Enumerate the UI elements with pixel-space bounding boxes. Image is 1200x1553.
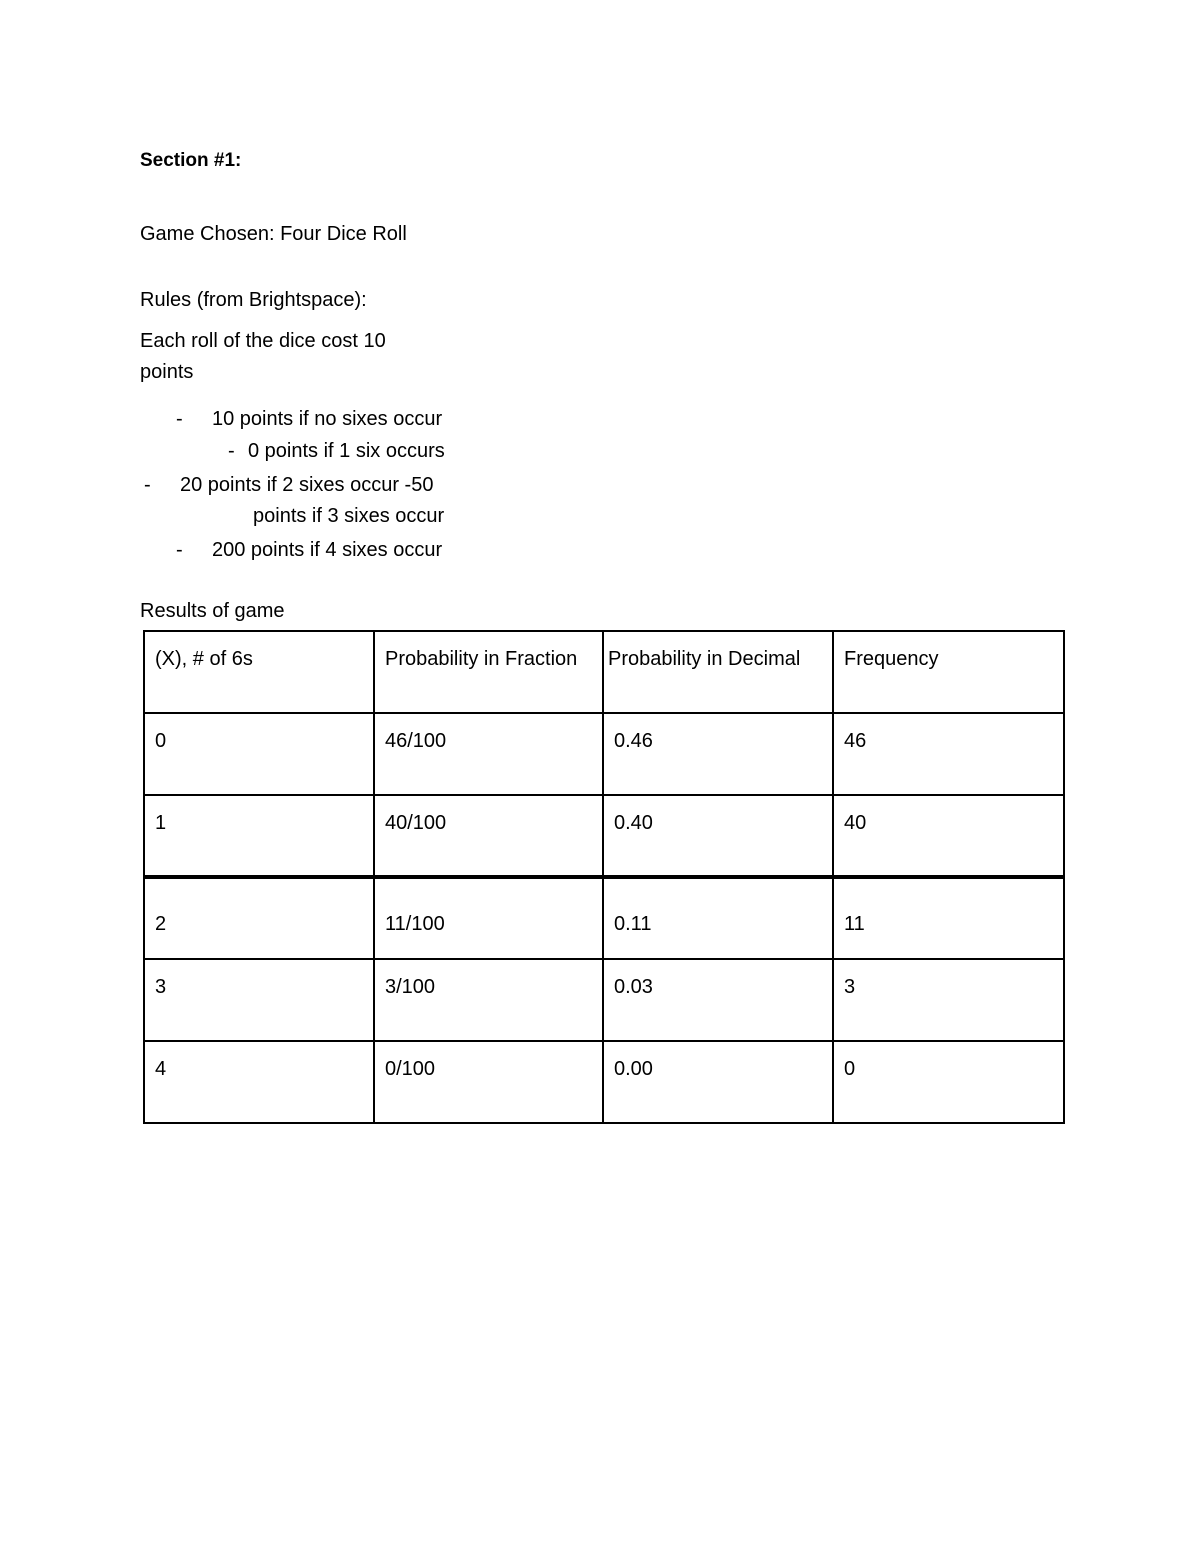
table-cell: 3 (833, 959, 1064, 1041)
table-cell: 0.03 (603, 959, 833, 1041)
rule-3-dash: - (144, 474, 151, 496)
table-cell: 3 (144, 959, 374, 1041)
header-cell: Probability in Decimal (603, 631, 833, 713)
table-cell: 0 (144, 713, 374, 795)
rule-4: 200 points if 4 sixes occur (212, 539, 443, 561)
table-row (144, 795, 1064, 877)
rule-2-dash: - (228, 440, 235, 462)
results-table (143, 630, 1065, 1124)
rules-intro-line-1: Each roll of the dice cost 10 (140, 330, 386, 352)
header-cell: Probability in Fraction (374, 631, 603, 713)
table-cell: 40 (833, 795, 1064, 877)
rules-intro-line-2: points (140, 361, 194, 383)
header-cell: (X), # of 6s (144, 631, 374, 713)
table-row (144, 877, 1064, 959)
table-cell: 1 (144, 795, 374, 877)
table-cell: 2 (144, 877, 374, 959)
table-cell: 4 (144, 1041, 374, 1123)
game-chosen: Game Chosen: Four Dice Roll (140, 223, 407, 245)
table-cell: 0.40 (603, 795, 833, 877)
table-cell: 0 (833, 1041, 1064, 1123)
results-heading: Results of game (140, 600, 285, 622)
rule-1: 10 points if no sixes occur (212, 408, 443, 430)
table-header-row (144, 631, 1064, 713)
rule-4-dash: - (176, 539, 183, 561)
table-row (144, 959, 1064, 1041)
table-cell: 0.00 (603, 1041, 833, 1123)
section-title: Section #1: (140, 150, 242, 171)
table-row (144, 713, 1064, 795)
table-row (144, 1041, 1064, 1123)
table-cell: 3/100 (374, 959, 603, 1041)
rule-1-dash: - (176, 408, 183, 430)
table-cell: 11/100 (374, 877, 603, 959)
rule-3-continuation: points if 3 sixes occur (253, 505, 445, 527)
table-cell: 40/100 (374, 795, 603, 877)
rule-3: 20 points if 2 sixes occur -50 (180, 474, 434, 496)
rule-2: 0 points if 1 six occurs (248, 440, 445, 462)
table-cell: 11 (833, 877, 1064, 959)
header-cell: Frequency (833, 631, 1064, 713)
table-cell: 46 (833, 713, 1064, 795)
table-cell: 46/100 (374, 713, 603, 795)
table-cell: 0/100 (374, 1041, 603, 1123)
table-cell: 0.11 (603, 877, 833, 959)
rules-heading: Rules (from Brightspace): (140, 289, 367, 311)
table-cell: 0.46 (603, 713, 833, 795)
